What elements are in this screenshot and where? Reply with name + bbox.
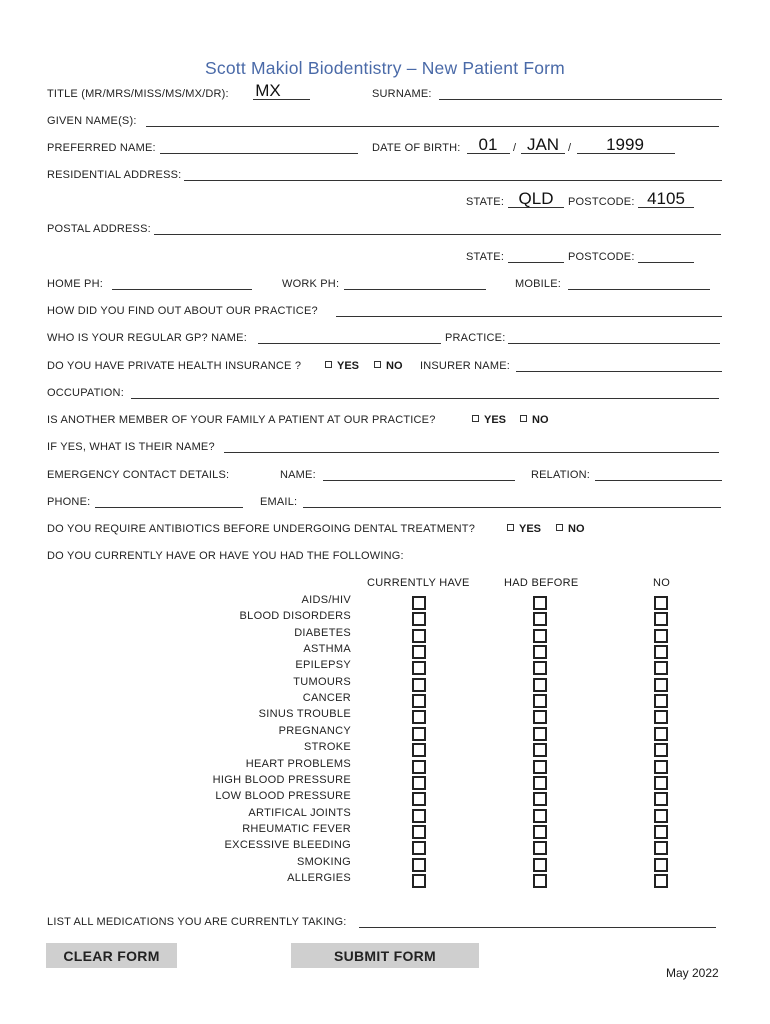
how-found-label: HOW DID YOU FIND OUT ABOUT OUR PRACTICE? [47, 305, 318, 317]
preferred-name-label: PREFERRED NAME: [47, 142, 156, 154]
postal-address-label: POSTAL ADDRESS: [47, 223, 151, 235]
checkbox-currently-have[interactable] [412, 727, 426, 741]
how-found-field[interactable] [336, 316, 722, 317]
checkbox-had-before[interactable] [533, 727, 547, 741]
postal-state-field[interactable] [508, 262, 564, 263]
occupation-label: OCCUPATION: [47, 387, 124, 399]
medications-label: LIST ALL MEDICATIONS YOU ARE CURRENTLY TAKING: [47, 916, 347, 928]
family-no-option[interactable] [520, 414, 549, 426]
private-insurance-label: DO YOU HAVE PRIVATE HEALTH INSURANCE ? [47, 360, 302, 372]
checkbox-had-before[interactable] [533, 858, 547, 872]
condition-label: ASTHMA [303, 643, 351, 655]
row-family-member [0, 410, 770, 430]
postal-state-label: STATE: [466, 251, 505, 263]
checkbox-had-before[interactable] [533, 710, 547, 724]
checkbox-no[interactable] [654, 629, 668, 643]
row-private-insurance [0, 356, 770, 376]
dob-year-field[interactable]: 1999 [606, 135, 644, 154]
clear-form-button[interactable]: CLEAR FORM [46, 943, 177, 968]
emergency-name-label: NAME: [280, 469, 316, 481]
checkbox-currently-have[interactable] [412, 841, 426, 855]
checkbox-no[interactable] [654, 743, 668, 757]
checkbox-had-before[interactable] [533, 678, 547, 692]
row-how-found [0, 301, 770, 321]
checkbox-no[interactable] [654, 760, 668, 774]
checkbox-no[interactable] [654, 858, 668, 872]
checkbox-currently-have[interactable] [412, 776, 426, 790]
checkbox-currently-have[interactable] [412, 792, 426, 806]
condition-label: STROKE [303, 741, 351, 753]
family-yes-option[interactable] [472, 414, 506, 426]
given-names-label: GIVEN NAME(S): [47, 115, 137, 127]
row-gp [0, 328, 770, 348]
row-residential-state [0, 189, 770, 212]
row-preferred-dob [0, 135, 770, 158]
checkbox-had-before[interactable] [533, 629, 547, 643]
condition-label: SMOKING [296, 856, 351, 868]
antibiotics-label: DO YOU REQUIRE ANTIBIOTICS BEFORE UNDERGOING DENTAL TREATMENT? [47, 523, 476, 535]
mobile-label: MOBILE: [515, 278, 562, 290]
row-given-names [0, 111, 770, 131]
checkbox-currently-have[interactable] [412, 874, 426, 888]
checkbox-had-before[interactable] [533, 596, 547, 610]
family-yes-label: YES [484, 414, 507, 426]
checkbox-currently-have[interactable] [412, 629, 426, 643]
dob-separator: / [513, 142, 517, 154]
checkbox-currently-have[interactable] [412, 678, 426, 692]
dob-separator: / [568, 142, 572, 154]
postal-postcode-label: POSTCODE: [568, 251, 635, 263]
gp-practice-field[interactable] [508, 343, 720, 344]
checkbox-had-before[interactable] [533, 776, 547, 790]
row-antibiotics [0, 519, 770, 539]
gp-name-label: WHO IS YOUR REGULAR GP? NAME: [47, 332, 247, 344]
checkbox-currently-have[interactable] [412, 760, 426, 774]
checkbox-no[interactable] [654, 612, 668, 626]
home-ph-label: HOME PH: [47, 278, 103, 290]
surname-label: SURNAME: [372, 88, 432, 100]
dob-day-field[interactable]: 01 [478, 135, 498, 154]
antibiotics-yes-label: YES [519, 523, 542, 535]
checkbox-icon [520, 415, 527, 422]
checkbox-no[interactable] [654, 776, 668, 790]
checkbox-currently-have[interactable] [412, 596, 426, 610]
column-no: NO [653, 577, 671, 589]
insurance-yes-label: YES [337, 360, 360, 372]
checkbox-no[interactable] [654, 792, 668, 806]
emergency-relation-label: RELATION: [531, 469, 591, 481]
checkbox-icon [374, 361, 381, 368]
family-name-field[interactable] [224, 452, 719, 453]
condition-label: LOW BLOOD PRESSURE [215, 790, 351, 802]
checkbox-icon [325, 361, 332, 368]
home-ph-field[interactable] [112, 289, 252, 290]
condition-label: SINUS TROUBLE [258, 708, 351, 720]
condition-label: CANCER [302, 692, 351, 704]
work-ph-field[interactable] [344, 289, 486, 290]
condition-label: HIGH BLOOD PRESSURE [212, 774, 351, 786]
phone-field[interactable] [95, 507, 243, 508]
checkbox-had-before[interactable] [533, 661, 547, 675]
column-currently-have: CURRENTLY HAVE [367, 577, 470, 589]
checkbox-no[interactable] [654, 727, 668, 741]
condition-label: RHEUMATIC FEVER [242, 823, 351, 835]
checkbox-no[interactable] [654, 596, 668, 610]
condition-label: BLOOD DISORDERS [239, 610, 351, 622]
title-label: TITLE (MR/MRS/MISS/MS/MX/DR): [47, 88, 229, 100]
condition-label: DIABETES [294, 627, 351, 639]
checkbox-had-before[interactable] [533, 825, 547, 839]
residential-state-field[interactable]: QLD [518, 189, 554, 208]
family-name-label: IF YES, WHAT IS THEIR NAME? [47, 441, 215, 453]
condition-label: TUMOURS [293, 676, 351, 688]
checkbox-no[interactable] [654, 841, 668, 855]
checkbox-currently-have[interactable] [412, 825, 426, 839]
dob-label: DATE OF BIRTH: [372, 142, 461, 154]
condition-label: AIDS/HIV [301, 594, 351, 606]
checkbox-had-before[interactable] [533, 694, 547, 708]
email-label: EMAIL: [260, 496, 298, 508]
checkbox-had-before[interactable] [533, 874, 547, 888]
emergency-contact-label: EMERGENCY CONTACT DETAILS: [47, 469, 230, 481]
row-family-name [0, 437, 770, 457]
checkbox-currently-have[interactable] [412, 645, 426, 659]
checkbox-had-before[interactable] [533, 841, 547, 855]
residential-postcode-label: POSTCODE: [568, 196, 635, 208]
condition-label: PREGNANCY [278, 725, 351, 737]
row-conditions-question [0, 546, 770, 566]
antibiotics-no-option[interactable] [556, 523, 585, 535]
medications-field[interactable] [359, 927, 716, 928]
checkbox-currently-have[interactable] [412, 694, 426, 708]
postal-address-field[interactable] [154, 234, 721, 235]
checkbox-had-before[interactable] [533, 612, 547, 626]
antibiotics-no-label: NO [568, 523, 585, 535]
work-ph-label: WORK PH: [282, 278, 340, 290]
checkbox-no[interactable] [654, 710, 668, 724]
row-occupation [0, 383, 770, 403]
title-field[interactable]: MX [255, 81, 281, 100]
emergency-relation-field[interactable] [595, 480, 722, 481]
row-emergency-contact [0, 465, 770, 485]
checkbox-no[interactable] [654, 645, 668, 659]
checkbox-had-before[interactable] [533, 760, 547, 774]
insurer-name-field[interactable] [516, 371, 722, 372]
residential-address-label: RESIDENTIAL ADDRESS: [47, 169, 182, 181]
preferred-name-field[interactable] [160, 153, 358, 154]
checkbox-had-before[interactable] [533, 743, 547, 757]
checkbox-had-before[interactable] [533, 792, 547, 806]
antibiotics-yes-option[interactable] [507, 523, 541, 535]
gp-practice-label: PRACTICE: [445, 332, 506, 344]
checkbox-currently-have[interactable] [412, 809, 426, 823]
footer-date: May 2022 [666, 966, 719, 980]
row-residential-address [0, 165, 770, 185]
checkbox-icon [556, 524, 563, 531]
checkbox-currently-have[interactable] [412, 858, 426, 872]
gp-name-field[interactable] [258, 343, 441, 344]
phone-label: PHONE: [47, 496, 91, 508]
condition-label: ARTIFICAL JOINTS [248, 807, 351, 819]
checkbox-had-before[interactable] [533, 809, 547, 823]
checkbox-icon [472, 415, 479, 422]
emergency-name-field[interactable] [323, 480, 515, 481]
residential-address-field[interactable] [184, 180, 722, 181]
condition-label: ALLERGIES [287, 872, 351, 884]
row-title-surname [0, 81, 770, 104]
postal-postcode-field[interactable] [638, 262, 694, 263]
email-field[interactable] [303, 507, 721, 508]
checkbox-currently-have[interactable] [412, 743, 426, 757]
family-member-label: IS ANOTHER MEMBER OF YOUR FAMILY A PATIENT AT OUR PRACTICE? [47, 414, 436, 426]
insurer-name-label: INSURER NAME: [420, 360, 510, 372]
residential-postcode-field[interactable]: 4105 [647, 189, 685, 208]
checkbox-no[interactable] [654, 874, 668, 888]
checkbox-no[interactable] [654, 809, 668, 823]
submit-form-button[interactable]: SUBMIT FORM [291, 943, 479, 968]
insurance-yes-option[interactable] [325, 360, 359, 372]
checkbox-currently-have[interactable] [412, 710, 426, 724]
condition-label: EXCESSIVE BLEEDING [224, 839, 351, 851]
form-title: Scott Makiol Biodentistry – New Patient Form [205, 58, 565, 78]
row-postal-state [0, 247, 770, 267]
insurance-no-option[interactable] [374, 360, 403, 372]
row-phones [0, 274, 770, 294]
row-phone-email [0, 492, 770, 512]
checkbox-no[interactable] [654, 694, 668, 708]
dob-month-field[interactable]: JAN [526, 135, 560, 154]
residential-state-label: STATE: [466, 196, 505, 208]
checkbox-currently-have[interactable] [412, 612, 426, 626]
column-had-before: HAD BEFORE [504, 577, 579, 589]
given-names-field[interactable] [146, 126, 719, 127]
row-medications [0, 912, 770, 932]
mobile-field[interactable] [568, 289, 710, 290]
checkbox-icon [507, 524, 514, 531]
checkbox-no[interactable] [654, 661, 668, 675]
family-no-label: NO [532, 414, 549, 426]
checkbox-no[interactable] [654, 825, 668, 839]
checkbox-no[interactable] [654, 678, 668, 692]
occupation-field[interactable] [131, 398, 719, 399]
checkbox-currently-have[interactable] [412, 661, 426, 675]
checkbox-had-before[interactable] [533, 645, 547, 659]
condition-label: EPILEPSY [295, 659, 351, 671]
insurance-no-label: NO [386, 360, 403, 372]
surname-field[interactable] [439, 99, 722, 100]
conditions-question: DO YOU CURRENTLY HAVE OR HAVE YOU HAD THE FOLLOWING: [47, 550, 404, 562]
row-postal-address [0, 219, 770, 239]
condition-label: HEART PROBLEMS [245, 758, 351, 770]
